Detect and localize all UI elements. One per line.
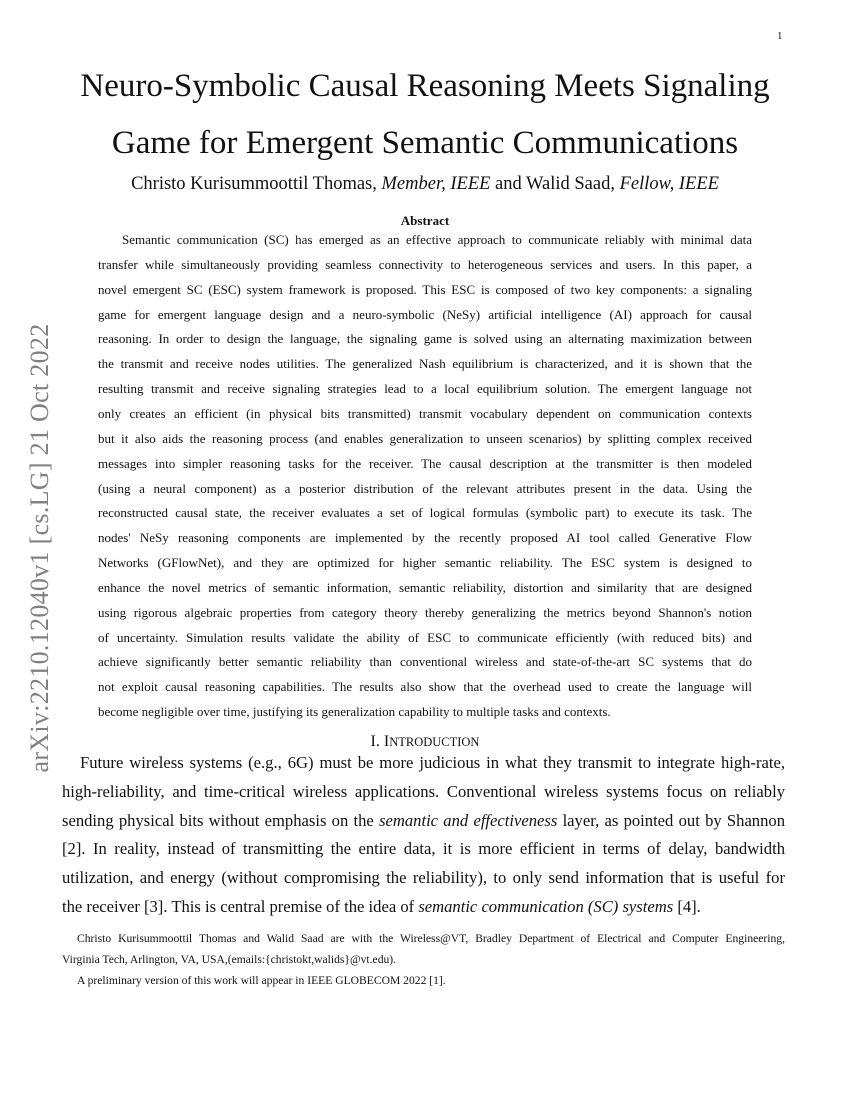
abstract-line: the transmit and receive nodes utilities. The generalized Nash equilibrium is characterized, and it is shown that the bbox=[98, 356, 752, 372]
abstract-line: enhance the novel metrics of semantic information, semantic reliability, distortion and similarity that are designed bbox=[98, 579, 752, 595]
abstract-line: nodes' NeSy reasoning components are implemented by the recently proposed AI tool called Generative Flow bbox=[98, 530, 752, 546]
section-number: I. bbox=[370, 733, 384, 750]
abstract-line: reconstructed causal state, the receiver evaluates a set of logical formulas (symbolic part) to execute its task. The bbox=[98, 505, 752, 521]
italic-text: Member, IEEE bbox=[381, 174, 491, 194]
text-segment: the receiver [3]. This is central premise of the idea of bbox=[62, 897, 419, 916]
footnote-line: Christo Kurisummoottil Thomas and Walid Saad are with the Wireless@VT, Bradley Department of Electrical and Computer Engineering, bbox=[77, 932, 785, 945]
section-initial: I bbox=[383, 733, 390, 750]
abstract-line: resulting transmit and receive signaling strategies lead to a local equilibrium solution. The emergent language not bbox=[98, 381, 752, 397]
arxiv-identifier: arXiv:2210.12040v1 [cs.LG] 21 Oct 2022 bbox=[25, 323, 54, 773]
text-segment: utilization, and energy (without compromising the reliability), to only send information that is useful for bbox=[62, 868, 785, 888]
intro-line bbox=[62, 839, 785, 859]
abstract-heading: Abstract bbox=[400, 213, 450, 228]
italic-text: semantic communication (SC) systems bbox=[418, 897, 674, 916]
text-segment: Future wireless systems (e.g., 6G) must be more judicious in what they transmit to integrate high-rate, bbox=[80, 753, 785, 772]
italic-text: Fellow, IEEE bbox=[619, 174, 719, 194]
text-segment: Christo Kurisummoottil Thomas, bbox=[131, 174, 382, 194]
section-heading-introduction bbox=[0, 733, 850, 751]
intro-line bbox=[80, 753, 785, 773]
abstract-line: (using a neural component) as a posterior distribution of the relevant attributes present in the data. Using the bbox=[98, 480, 752, 496]
section-title-rest: NTRODUCTION bbox=[389, 735, 480, 749]
abstract-line: using rigorous algebraic properties from category theory thereby generalizing the metrics beyond Shannon's notion bbox=[98, 604, 752, 620]
text-segment: high-reliability, and time-critical wireless applications. Conventional wireless systems focus on reliably bbox=[62, 781, 785, 801]
text-segment: [2]. In reality, instead of transmitting the entire data, it is more efficient in terms of delay, bandwidth bbox=[62, 839, 785, 859]
footnote-line: Virginia Tech, Arlington, VA, USA,(emails:{christokt,walids}@vt.edu). bbox=[62, 953, 397, 966]
intro-line bbox=[62, 782, 785, 802]
italic-text: semantic and effectiveness bbox=[379, 810, 558, 830]
paper-title-line-2: Game for Emergent Semantic Communications bbox=[111, 125, 739, 161]
abstract-line: achieve significantly better semantic reliability than conventional wireless and state-of-the-art SC systems that do bbox=[98, 654, 752, 670]
abstract-line: game for emergent language design and a neuro-symbolic (NeSy) artificial intelligence (AI) approach for causal bbox=[98, 306, 752, 322]
text-segment: and Walid Saad, bbox=[490, 174, 620, 194]
abstract-line: only creates an efficient (in physical bits transmitted) transmit vocabulary dependent on communication contexts bbox=[98, 405, 752, 421]
paper-title-line-1: Neuro-Symbolic Causal Reasoning Meets Signaling bbox=[80, 68, 770, 104]
abstract-line: but it also aids the reasoning process (and enables generalization to unseen scenarios) by splitting complex received bbox=[98, 430, 752, 446]
intro-line bbox=[62, 811, 785, 831]
abstract-line: transfer while simultaneously providing seamless connectivity to heterogeneous services and users. In this paper, a bbox=[98, 256, 752, 272]
abstract-line: become negligible over time, justifying its generalization capability to multiple tasks and contexts. bbox=[98, 704, 611, 720]
abstract-line: messages into simpler reasoning tasks for the receiver. The causal description at the transmitter is then modeled bbox=[98, 455, 752, 471]
intro-line bbox=[62, 897, 785, 917]
abstract-line: not exploit causal reasoning capabilities. The results also show that the overhead used to create the language will bbox=[98, 679, 752, 695]
text-segment: layer, as pointed out by Shannon bbox=[557, 810, 785, 830]
abstract-line: Semantic communication (SC) has emerged as an effective approach to communicate reliably with minimal data bbox=[122, 232, 752, 247]
intro-line bbox=[62, 868, 785, 888]
abstract-line: of uncertainty. Simulation results validate the ability of ESC to communicate efficiently (with reduced bits) and bbox=[98, 629, 752, 645]
footnote-line: A preliminary version of this work will appear in IEEE GLOBECOM 2022 [1]. bbox=[77, 974, 446, 987]
text-segment: sending physical bits without emphasis on the bbox=[62, 810, 380, 830]
text-segment: [4]. bbox=[673, 897, 701, 916]
abstract-line: novel emergent SC (ESC) system framework is proposed. This ESC is composed of two key components: a signaling bbox=[98, 281, 752, 297]
abstract-line: reasoning. In order to design the language, the signaling game is solved using an alternating maximization between bbox=[98, 331, 752, 347]
abstract-line: Networks (GFlowNet), and they are optimized for higher semantic reliability. The ESC system is designed to bbox=[98, 555, 752, 571]
page-number: 1 bbox=[777, 30, 783, 42]
authors bbox=[0, 174, 850, 195]
